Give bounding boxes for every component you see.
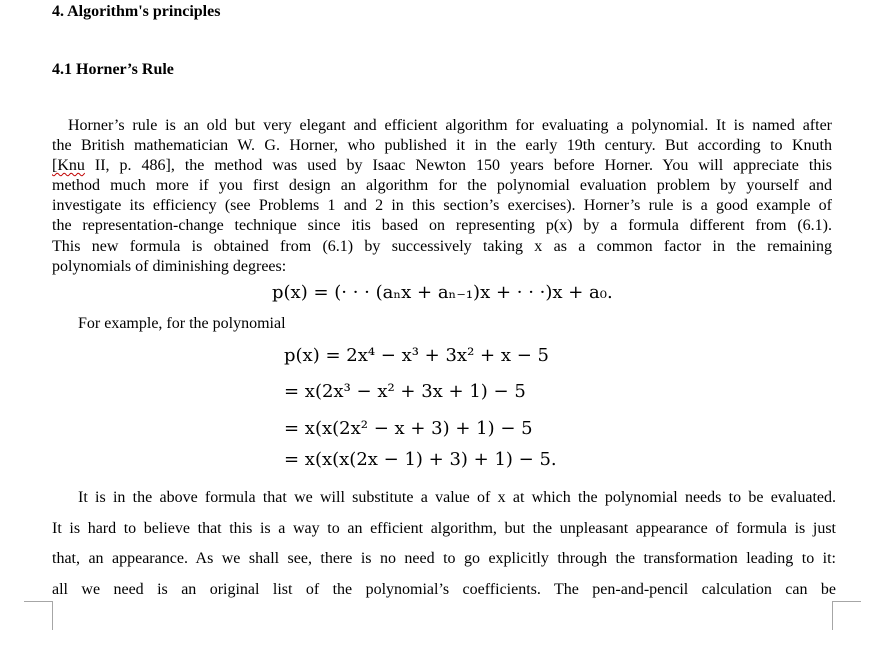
page-margin-corner-right	[832, 601, 861, 630]
page-margin-corner-left	[24, 601, 53, 630]
example-equation-line: = x(2x³ − x² + 3x + 1) − 5	[284, 381, 526, 402]
horner-form-equation: p(x) = (· · · (aₙx + aₙ₋₁)x + · · ·)x + a₀.	[272, 282, 613, 303]
paragraph-1-line: the British mathematician W. G. Horner, who published it in the early 19th century. But according to Knuth	[52, 137, 832, 155]
paragraph-2-line: It is in the above formula that we will substitute a value of x at which the polynomial needs to be evaluated.	[78, 489, 836, 506]
section-heading: 4. Algorithm's principles	[52, 3, 221, 20]
subsection-heading: 4.1 Horner’s Rule	[52, 61, 174, 78]
paragraph-2-line: It is hard to believe that this is a way to an efficient algorithm, but the unpleasant appearance of formula is just	[52, 519, 836, 537]
paragraph-1-line: investigate its efficiency (see Problems 1 and 2 in this section’s exercises). Horner’s rule is a good example of	[52, 197, 832, 215]
paragraph-1-line: This new formula is obtained from (6.1) by successively taking x as a common factor in the remaining	[52, 237, 832, 255]
paragraph-1-line	[52, 156, 832, 176]
example-intro: For example, for the polynomial	[78, 315, 286, 332]
paragraph-1-line: the representation-change technique since itis based on representing p(x) by a formula different from (6.1).	[52, 217, 832, 235]
paragraph-2	[52, 483, 836, 605]
spellcheck-marked-citation: [Knu	[52, 157, 85, 175]
paragraph-2-line: that, an appearance. As we shall see, there is no need to go explicitly through the transformation leading to it:	[52, 550, 836, 567]
paragraph-1-line: method much more if you first design an algorithm for the polynomial evaluation problem by yourself and	[52, 177, 832, 195]
paragraph-1-line-rest: II, p. 486], the method was used by Isaac Newton 150 years before Horner. You will appreciate this	[94, 157, 832, 175]
example-equation-line: = x(x(x(2x − 1) + 3) + 1) − 5.	[284, 449, 557, 470]
example-equation-line: p(x) = 2x⁴ − x³ + 3x² + x − 5	[284, 345, 549, 366]
example-equation-line: = x(x(2x² − x + 3) + 1) − 5	[284, 418, 533, 439]
paragraph-1	[52, 116, 832, 277]
paragraph-1-line: Horner’s rule is an old but very elegant and efficient algorithm for evaluating a polynomial. It is named after	[68, 117, 832, 134]
paragraph-1-line: polynomials of diminishing degrees:	[52, 257, 287, 275]
paragraph-2-line: all we need is an original list of the polynomial’s coefficients. The pen-and-pencil calculation can be	[52, 580, 836, 598]
